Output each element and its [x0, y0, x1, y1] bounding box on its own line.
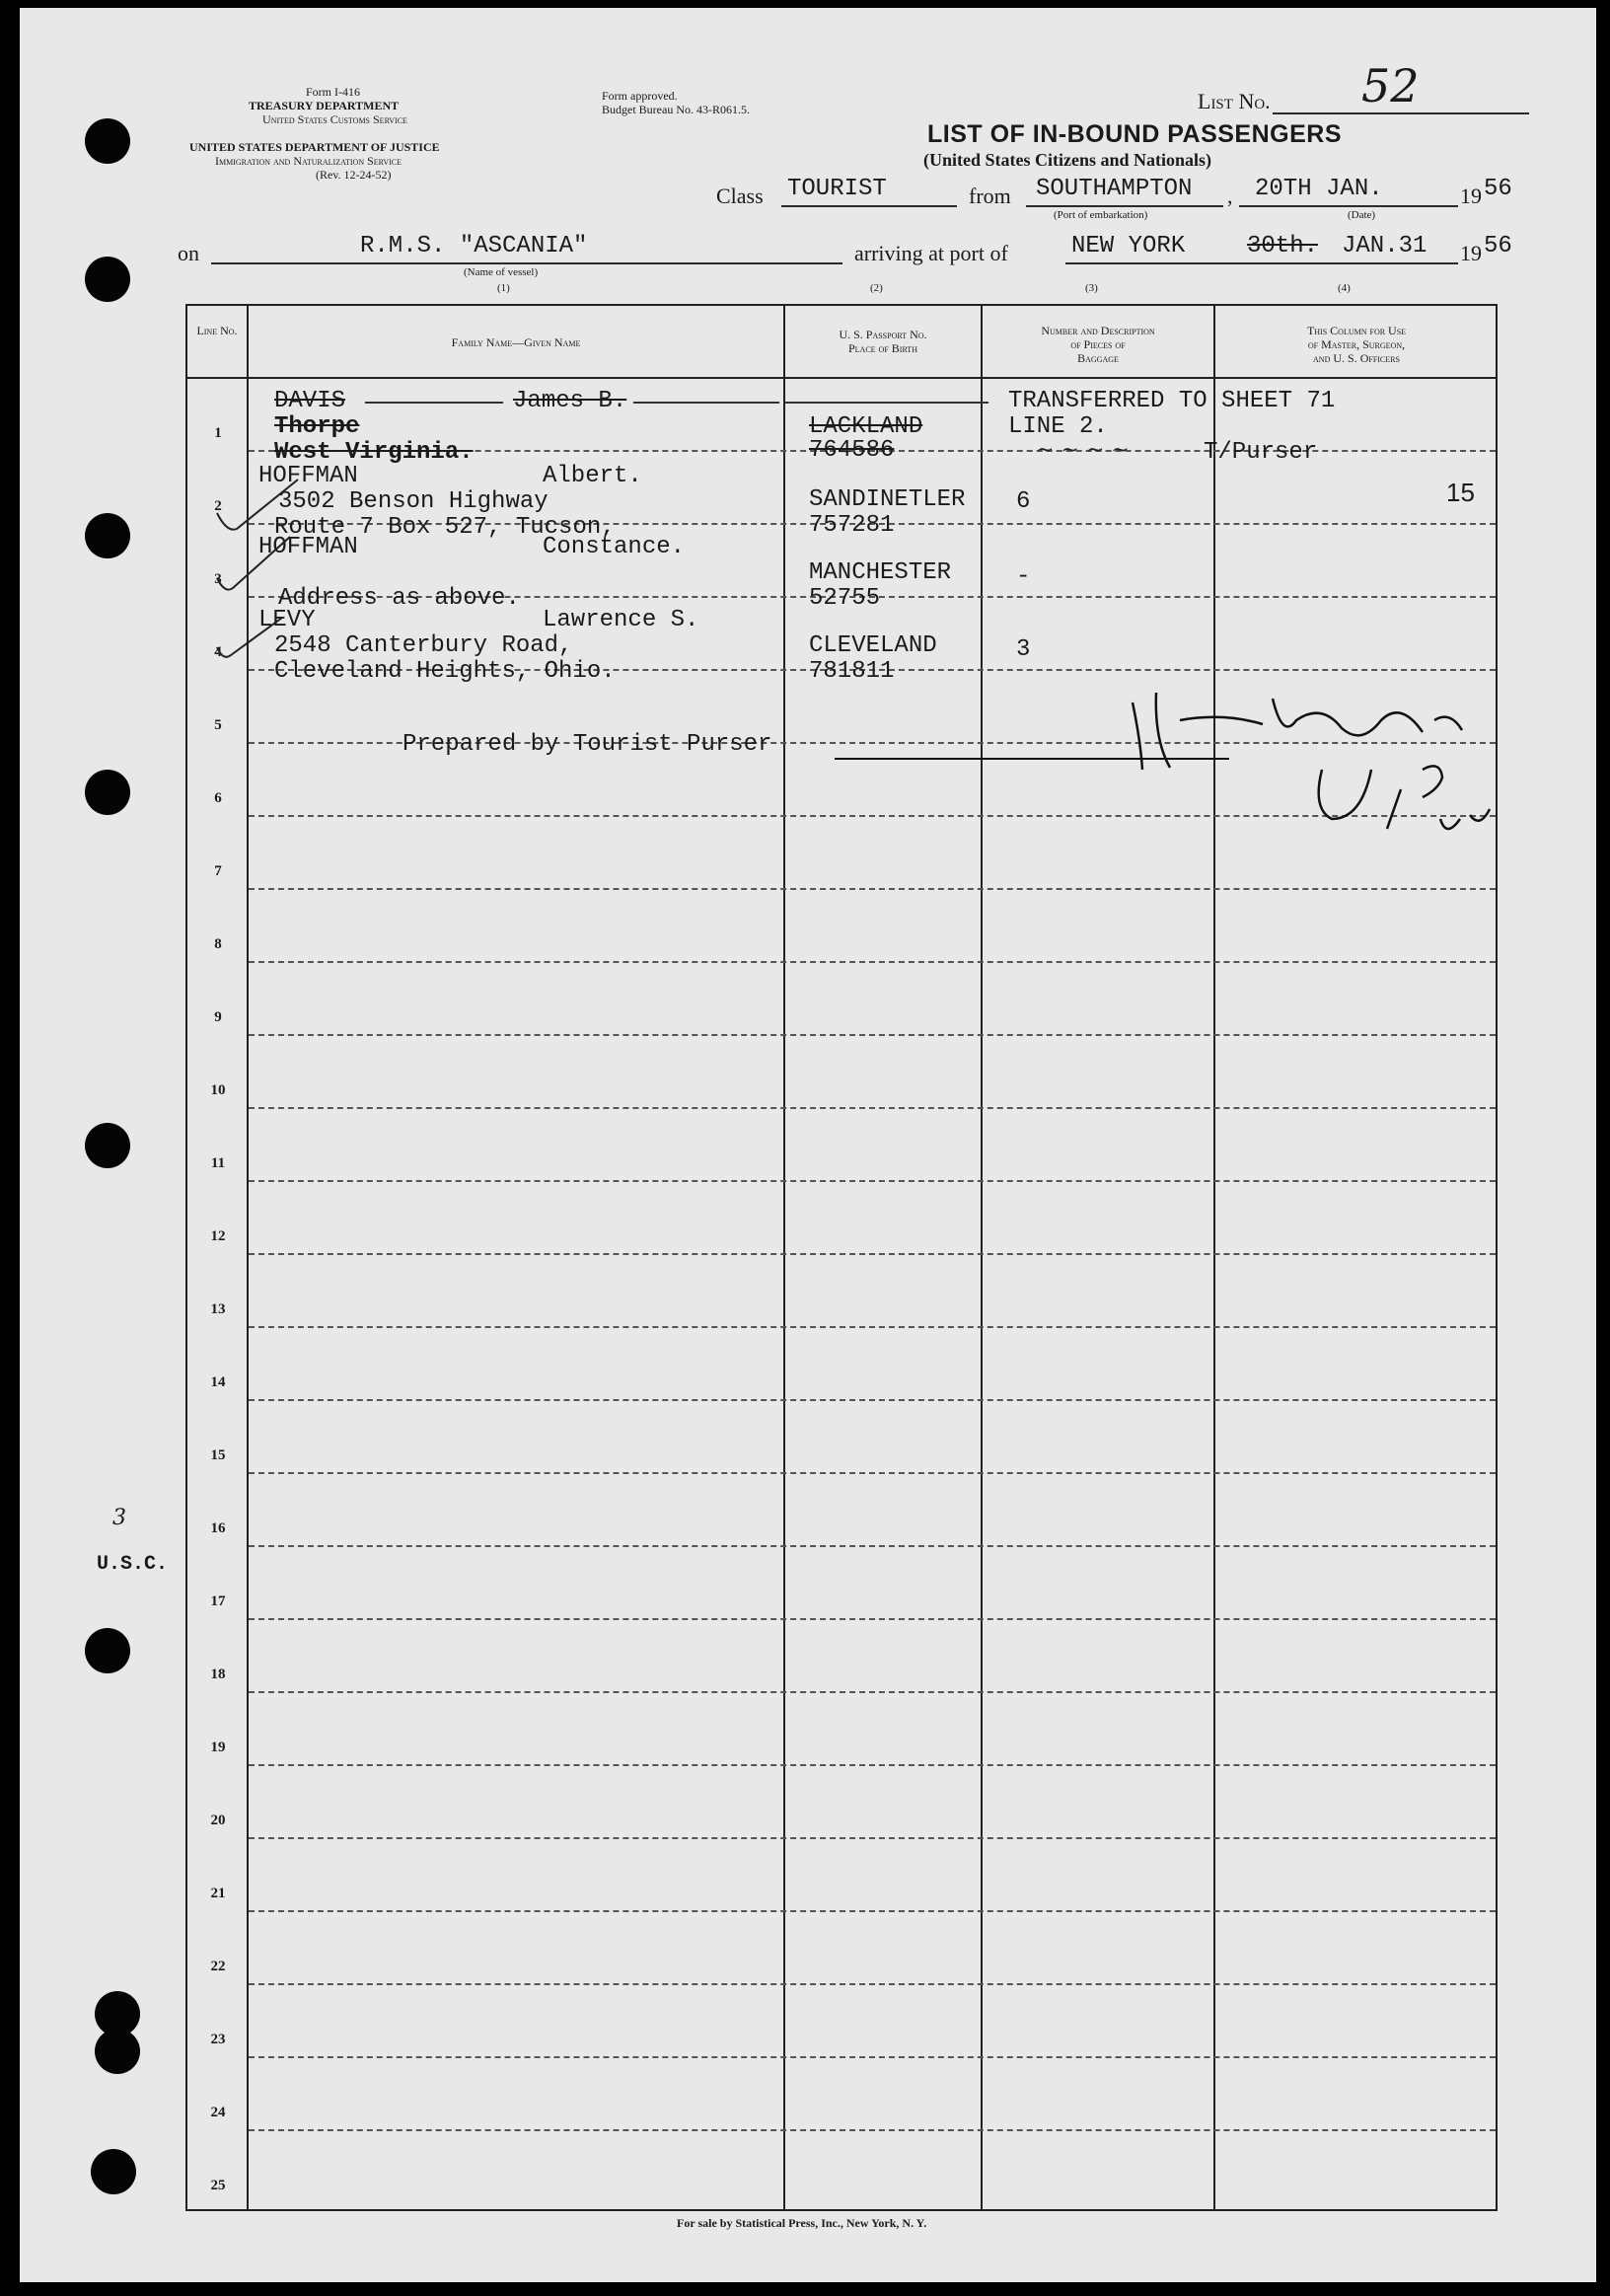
- budget-bureau: Budget Bureau No. 43-R061.5.: [602, 103, 750, 116]
- line-number: 14: [210, 1374, 226, 1390]
- line-number: 1: [214, 425, 222, 441]
- punch-hole: [85, 513, 130, 558]
- line-number: 23: [210, 2032, 226, 2047]
- check-mark: [217, 480, 298, 530]
- table-row: [187, 1693, 1496, 1766]
- hoffman-albert-officer-note: 15: [1446, 478, 1475, 507]
- levy-address-2: Cleveland Heights, Ohio.: [274, 658, 616, 685]
- hoffman-albert-birthplace: SANDINETLER: [809, 486, 966, 513]
- levy-birthplace: CLEVELAND: [809, 632, 937, 659]
- vessel-name: R.M.S. "ASCANIA": [360, 233, 588, 259]
- hoffman-constance-birthplace: MANCHESTER: [809, 559, 952, 586]
- davis-passport: 764586: [809, 437, 895, 464]
- vessel-line: [211, 262, 842, 264]
- table-row: [187, 1182, 1496, 1255]
- hoffman-constance-passport: 52755: [809, 585, 881, 612]
- check-mark: [217, 537, 290, 590]
- table-row: [187, 1474, 1496, 1547]
- levy-address-1: 2548 Canterbury Road,: [274, 632, 573, 659]
- hoffman-constance-given: Constance.: [543, 534, 686, 560]
- punch-hole: [85, 1123, 130, 1168]
- table-row: [187, 963, 1496, 1036]
- line-number: 16: [210, 1520, 226, 1536]
- line-number: 7: [214, 863, 222, 879]
- column-ref-1: (1): [497, 282, 510, 294]
- date-line: [1239, 205, 1458, 207]
- list-number-label: List No.: [1198, 89, 1271, 113]
- list-number-handwritten: 52: [1361, 59, 1420, 112]
- table-row: [187, 1547, 1496, 1620]
- justice-department: UNITED STATES DEPARTMENT OF JUSTICE: [189, 140, 440, 154]
- davis-given: James B.: [513, 388, 627, 414]
- handwritten-initial: [1319, 766, 1490, 829]
- on-label: on: [178, 241, 199, 265]
- line-number: 11: [210, 1155, 226, 1171]
- class-value: TOURIST: [787, 176, 887, 202]
- date-caption: (Date): [1348, 209, 1376, 221]
- year-value: 56: [1484, 176, 1512, 202]
- col-header-line-no: Line No.: [196, 324, 238, 337]
- passenger-table: [185, 304, 1498, 2211]
- table-row: [187, 1839, 1496, 1912]
- treasury-department: TREASURY DEPARTMENT: [249, 99, 400, 112]
- punch-hole: [85, 257, 130, 302]
- column-ref-3: (3): [1085, 282, 1098, 294]
- handwritten-marks: [187, 306, 1500, 898]
- levy-given: Lawrence S.: [543, 607, 699, 633]
- punch-hole: [95, 2029, 140, 2074]
- table-row: [187, 890, 1496, 963]
- davis-family: DAVIS: [274, 388, 346, 414]
- punch-hole: [85, 118, 130, 164]
- table-row: [187, 1328, 1496, 1401]
- handwritten-signature: [1133, 693, 1462, 770]
- arrival-date-line: [1239, 262, 1458, 264]
- table-row: [187, 1255, 1496, 1328]
- col-header-officers-1: This Column for Use: [1306, 324, 1407, 337]
- col-header-name: Family Name—Given Name: [451, 335, 581, 349]
- prepared-by: Prepared by Tourist Purser: [402, 731, 772, 758]
- margin-mark: 3: [112, 1506, 126, 1530]
- hoffman-albert-address-1: 3502 Benson Highway: [278, 488, 549, 515]
- column-ref-2: (2): [870, 282, 883, 294]
- table-row: [187, 1985, 1496, 2058]
- line-number: 19: [210, 1740, 226, 1755]
- port-line: [1065, 262, 1263, 264]
- line-number: 24: [210, 2105, 226, 2120]
- document-page: [20, 8, 1596, 2282]
- punch-hole: [85, 1628, 130, 1673]
- hoffman-albert-baggage: 6: [1016, 488, 1031, 515]
- col-header-baggage-3: Baggage: [1077, 351, 1119, 365]
- year-prefix: 19: [1460, 184, 1482, 208]
- date-value: 20TH JAN.: [1255, 176, 1383, 202]
- col-header-passport-2: Place of Birth: [848, 341, 917, 355]
- check-mark: [217, 618, 282, 657]
- transfer-note-1: TRANSFERRED TO SHEET 71: [1008, 388, 1336, 414]
- form-number: Form I-416: [306, 85, 360, 99]
- davis-address-2: West Virginia.: [274, 439, 474, 466]
- line-number: 21: [210, 1886, 226, 1901]
- col-header-baggage-1: Number and Description: [1041, 324, 1155, 337]
- form-title: LIST OF IN-BOUND PASSENGERS: [927, 120, 1343, 148]
- line-number: 5: [214, 717, 222, 733]
- customs-service: United States Customs Service: [262, 112, 407, 126]
- line-number: 22: [210, 1959, 226, 1974]
- levy-passport: 781811: [809, 658, 895, 685]
- form-subtitle: (United States Citizens and Nationals): [923, 150, 1212, 170]
- punch-hole: [85, 770, 130, 815]
- table-row: [187, 1401, 1496, 1474]
- transfer-note-2: LINE 2.: [1008, 413, 1108, 440]
- col-header-officers-3: and U. S. Officers: [1313, 351, 1400, 365]
- revision-date: (Rev. 12-24-52): [316, 168, 392, 182]
- table-row: [187, 1109, 1496, 1182]
- vessel-caption: (Name of vessel): [464, 266, 539, 278]
- hoffman-constance-baggage: -: [1016, 563, 1031, 590]
- transfer-signature-title: T/Purser: [1204, 439, 1318, 466]
- levy-family: LEVY: [258, 607, 316, 633]
- hoffman-albert-passport: 757281: [809, 512, 895, 539]
- from-caption: (Port of embarkation): [1054, 209, 1148, 221]
- line-number: 13: [210, 1301, 226, 1317]
- davis-birthplace: LACKLAND: [809, 413, 923, 440]
- form-approved: Form approved.: [602, 89, 678, 103]
- column-ref-4: (4): [1338, 282, 1351, 294]
- line-number: 20: [210, 1813, 226, 1828]
- levy-baggage: 3: [1016, 636, 1031, 663]
- from-line: [1026, 205, 1223, 207]
- class-line: [781, 205, 957, 207]
- arrival-year: 56: [1484, 233, 1512, 259]
- from-comma: ,: [1227, 184, 1233, 208]
- line-number: 10: [210, 1082, 226, 1098]
- transfer-signature: ~ ~ ~ ~: [1036, 438, 1130, 463]
- line-number: 18: [210, 1666, 226, 1682]
- line-number: 17: [210, 1593, 226, 1609]
- arriving-label: arriving at port of: [854, 241, 1008, 265]
- table-row: [187, 1912, 1496, 1985]
- col-header-baggage-2: of Pieces of: [1070, 337, 1126, 351]
- line-number: 3: [214, 571, 222, 587]
- line-number: 9: [214, 1009, 222, 1025]
- margin-stamp: U.S.C.: [97, 1553, 169, 1576]
- table-row: [187, 1766, 1496, 1839]
- from-value: SOUTHAMPTON: [1036, 176, 1193, 202]
- line-number: 6: [214, 790, 222, 806]
- table-row: [187, 2131, 1496, 2204]
- class-label: Class: [716, 184, 764, 208]
- line-number: 25: [210, 2178, 226, 2193]
- col-header-officers-2: of Master, Surgeon,: [1307, 337, 1406, 351]
- line-number: 12: [210, 1228, 226, 1244]
- list-number-line: [1273, 112, 1529, 114]
- immigration-service: Immigration and Naturalization Service: [215, 154, 402, 168]
- hoffman-constance-family: HOFFMAN: [258, 534, 358, 560]
- hoffman-albert-address-2: Route 7 Box 527, Tucson,: [274, 514, 616, 541]
- table-row: [187, 1620, 1496, 1693]
- punch-hole: [91, 2149, 136, 2194]
- col-header-passport-1: U. S. Passport No.: [839, 328, 927, 341]
- arrival-date-struck: 30th.: [1247, 233, 1319, 259]
- arrival-year-prefix: 19: [1460, 241, 1482, 265]
- arrival-port: NEW YORK: [1071, 233, 1186, 259]
- hoffman-albert-family: HOFFMAN: [258, 463, 358, 489]
- line-number: 15: [210, 1447, 226, 1463]
- table-row: [187, 1036, 1496, 1109]
- table-row: [187, 2058, 1496, 2131]
- from-label: from: [969, 184, 1011, 208]
- publisher-footer: For sale by Statistical Press, Inc., New York, N. Y.: [677, 2216, 927, 2230]
- line-number: 8: [214, 936, 222, 952]
- hoffman-albert-given: Albert.: [543, 463, 642, 489]
- line-number: 4: [214, 644, 222, 660]
- arrival-date: JAN.31: [1342, 233, 1427, 259]
- davis-address-1: Thorpe: [274, 413, 360, 440]
- line-number: 2: [214, 498, 222, 514]
- hoffman-constance-address: Address as above.: [278, 585, 520, 612]
